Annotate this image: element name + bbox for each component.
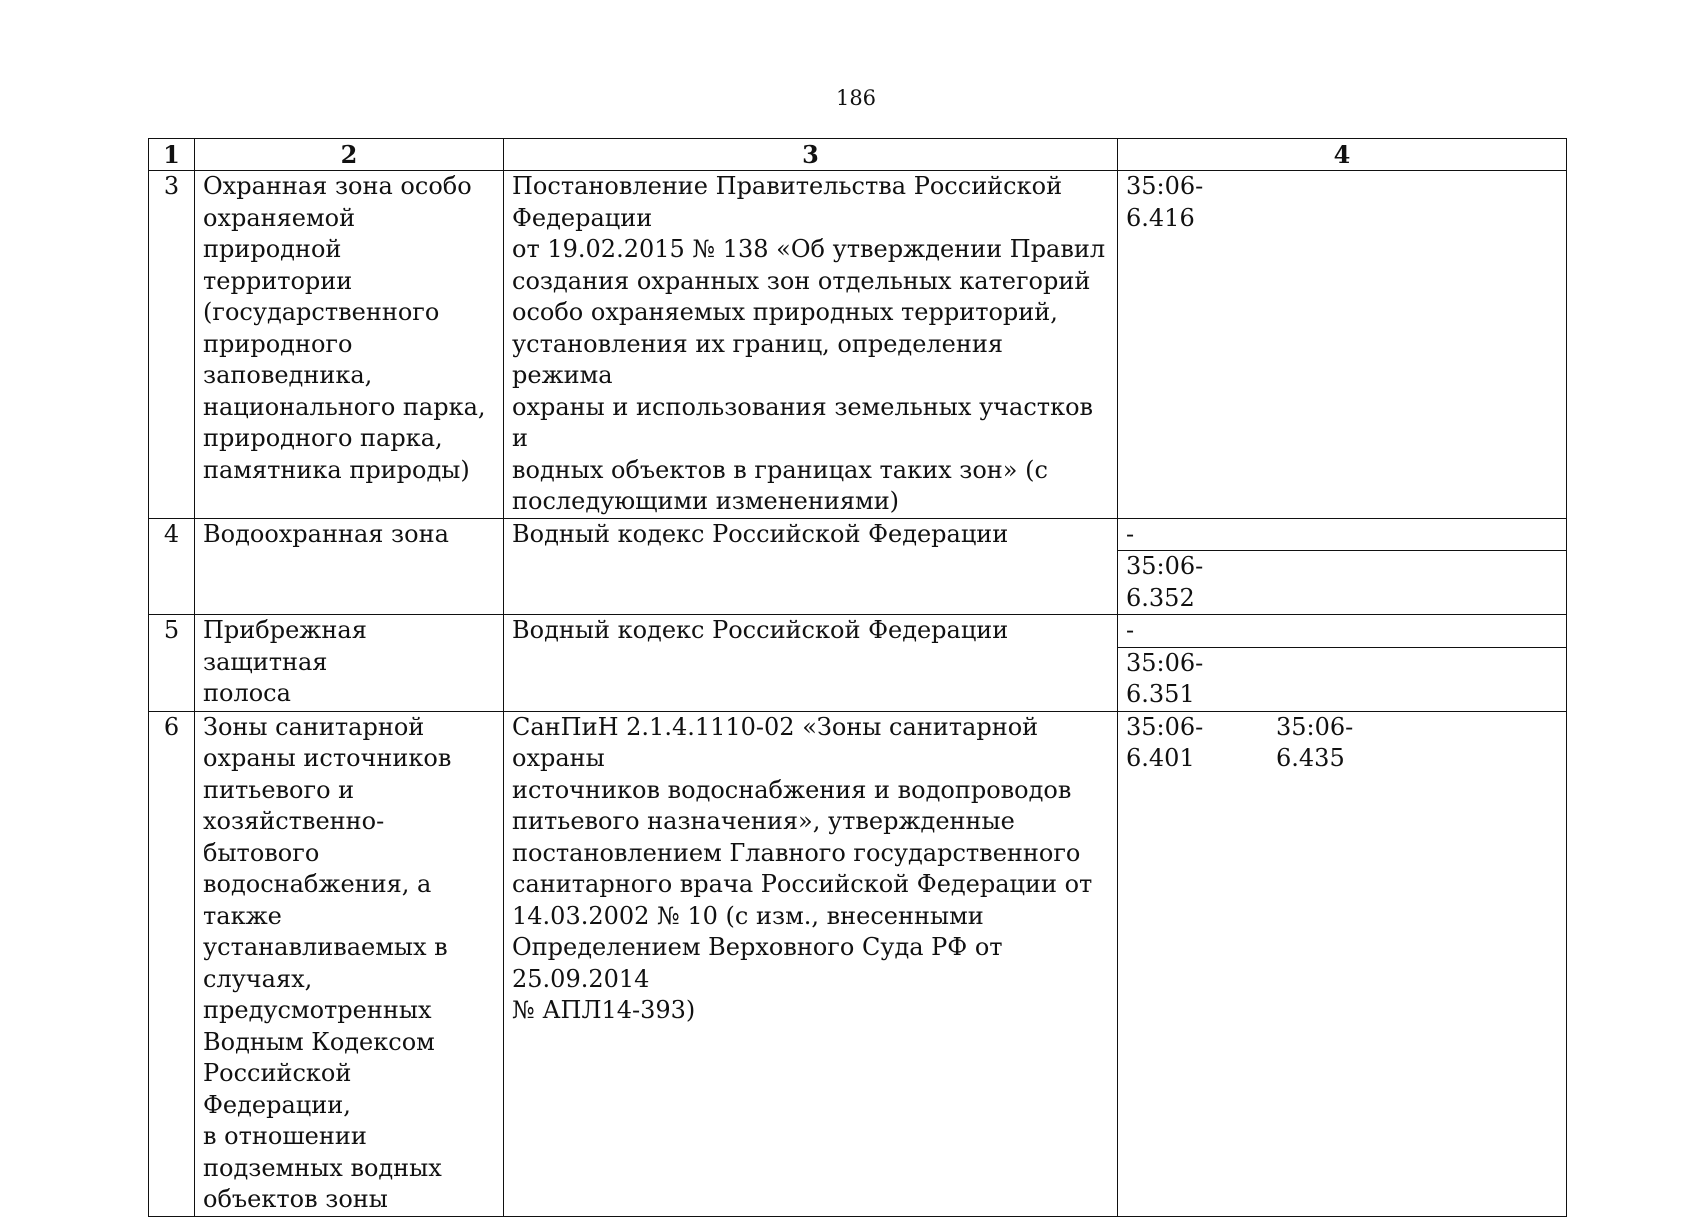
zone-codes: [1118, 711, 1567, 1216]
table-row: [149, 615, 1567, 648]
legal-document: Водный кодекс Российской Федерации: [504, 518, 1118, 615]
zone-codes: 35:06- 6.352: [1118, 551, 1567, 615]
zones-table: [148, 138, 1567, 1217]
zone-codes-top: -: [1118, 518, 1567, 551]
zone-code-first: 35:06- 6.401: [1126, 712, 1204, 772]
legal-document: Водный кодекс Российской Федерации: [504, 615, 1118, 712]
legal-document: СанПиН 2.1.4.1110-02 «Зоны санитарной охраны источников водоснабжения и водопроводов питьевого назначения», утвержденные постановлением Главного государственного санитарного врача Российской Федерации от 14.03.2002 № 10 (с изм., внесенными Определением Верховного Суда РФ от 25.09.2014 № АПЛ14-393): [504, 711, 1118, 1216]
zone-codes: 35:06- 6.416: [1118, 171, 1567, 519]
header-col-1: 1: [149, 139, 195, 171]
zone-name: Охранная зона особо охраняемой природной территории (государственного природного заповедника, национального парка, природного парка, памятника природы): [195, 171, 504, 519]
table-row: [149, 171, 1567, 519]
table-row: [149, 711, 1567, 1216]
row-number: 6: [149, 711, 195, 1216]
zone-name: Зоны санитарной охраны источников питьевого и хозяйственно-бытового водоснабжения, а также устанавливаемых в случаях, предусмотренных Водным Кодексом Российской Федерации, в отношении подземных водных объектов зоны: [195, 711, 504, 1216]
zone-code-second: 35:06- 6.435: [1276, 712, 1354, 772]
table-row: [149, 518, 1567, 551]
header-col-4: 4: [1118, 139, 1567, 171]
zone-codes: 35:06- 6.351: [1118, 647, 1567, 711]
row-number: 3: [149, 171, 195, 519]
header-col-2: 2: [195, 139, 504, 171]
table-header-row: [149, 139, 1567, 171]
zone-codes-top: -: [1118, 615, 1567, 648]
row-number: 4: [149, 518, 195, 615]
page-number: 186: [835, 86, 877, 110]
zone-name: Водоохранная зона: [195, 518, 504, 615]
header-col-3: 3: [504, 139, 1118, 171]
row-number: 5: [149, 615, 195, 712]
zone-name: Прибрежная защитная полоса: [195, 615, 504, 712]
legal-document: Постановление Правительства Российской Федерации от 19.02.2015 № 138 «Об утверждении Правил создания охранных зон отдельных категорий особо охраняемых природных территорий, установления их границ, определения режима охраны и использования земельных участков и водных объектов в границах таких зон» (с последующими изменениями): [504, 171, 1118, 519]
